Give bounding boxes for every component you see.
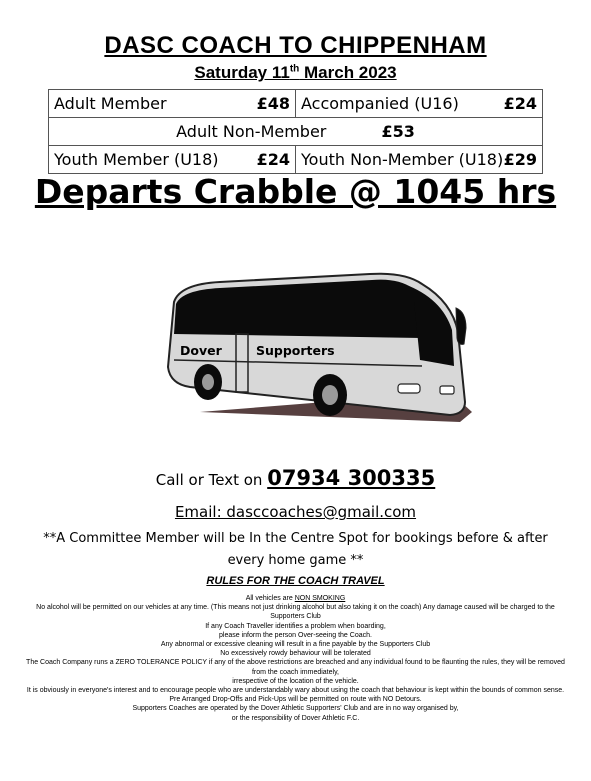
date-suffix: March 2023 bbox=[299, 63, 397, 82]
date-ordinal: th bbox=[289, 63, 300, 75]
price-value: £29 bbox=[503, 150, 537, 169]
rule-line: It is obviously in everyone's interest and to encourage people who are understandably wary about using the coach that behaviour is kept within the bounds of common sense. bbox=[26, 687, 565, 695]
rule-line: If any Coach Traveller identifies a problem when boarding, bbox=[205, 622, 386, 630]
rules-list bbox=[20, 594, 571, 723]
departure-info: Departs Crabble @ 1045 hrs bbox=[34, 172, 557, 211]
match-date bbox=[0, 63, 591, 83]
bus-text-right: Supporters bbox=[256, 343, 335, 358]
price-label: Accompanied (U16) bbox=[301, 94, 459, 113]
rule-line: Any abnormal or excessive cleaning will result in a fine payable by the Supporters Club bbox=[160, 641, 431, 649]
price-cell-adult-member bbox=[49, 90, 296, 118]
phone-number[interactable]: 07934 300335 bbox=[267, 466, 436, 490]
price-row bbox=[49, 90, 543, 118]
rules-title: RULES FOR THE COACH TRAVEL bbox=[206, 575, 385, 587]
call-prefix: Call or Text on bbox=[155, 471, 268, 489]
rule-line: or the responsibility of Dover Athletic F.C. bbox=[231, 714, 360, 722]
poster-title: DASC COACH TO CHIPPENHAM bbox=[104, 32, 487, 59]
price-value: £24 bbox=[503, 94, 537, 113]
rule-line: The Coach Company runs a ZERO TOLERANCE POLICY if any of the above restrictions are breached and any individual found to be flaunting the rules, they will be removed from the coach immediately, bbox=[26, 659, 565, 676]
price-value: £53 bbox=[381, 122, 415, 141]
price-label: Adult Non-Member bbox=[176, 122, 327, 141]
rule-line: Pre Arranged Drop-Offs and Pick-Ups will be permitted on route with NO Detours. bbox=[169, 696, 422, 704]
committee-note: **A Committee Member will be In the Centre Spot for bookings before & after every home game ** bbox=[43, 531, 548, 568]
rule-line: No excessively rowdy behaviour will be tolerated bbox=[220, 650, 371, 658]
call-line bbox=[0, 466, 591, 490]
rule-line: No alcohol will be permitted on our vehicles at any time. (This means not just drinking alcohol but also taking it on the coach) Any damage caused will be charged to the Supporters Club bbox=[36, 604, 555, 621]
price-row bbox=[49, 146, 543, 174]
price-label: Youth Non-Member (U18) bbox=[301, 150, 504, 169]
rule-emphasis: NON SMOKING bbox=[294, 595, 346, 602]
price-label: Adult Member bbox=[54, 94, 167, 113]
bus-text-left: Dover bbox=[180, 343, 222, 358]
price-table bbox=[48, 89, 543, 174]
price-value: £24 bbox=[256, 150, 290, 169]
price-cell-adult-non-member bbox=[49, 118, 543, 146]
rule-line: Supporters Coaches are operated by the Dover Athletic Supporters' Club and are in no way organised by, bbox=[132, 705, 459, 713]
email-link[interactable]: Email: dasccoaches@gmail.com bbox=[174, 503, 417, 521]
coach-bus-illustration bbox=[160, 262, 474, 432]
price-label: Youth Member (U18) bbox=[54, 150, 219, 169]
rule-line: irrespective of the location of the vehicle. bbox=[232, 677, 359, 685]
rule-line bbox=[20, 594, 571, 603]
price-cell-youth-non-member bbox=[296, 146, 543, 174]
rule-line: please inform the person Over-seeing the Coach. bbox=[219, 631, 372, 639]
price-row bbox=[49, 118, 543, 146]
rule-text: All vehicles are bbox=[245, 595, 295, 602]
price-cell-youth-member bbox=[49, 146, 296, 174]
date-prefix: Saturday 11 bbox=[194, 63, 290, 82]
price-cell-accompanied bbox=[296, 90, 543, 118]
price-value: £48 bbox=[256, 94, 290, 113]
